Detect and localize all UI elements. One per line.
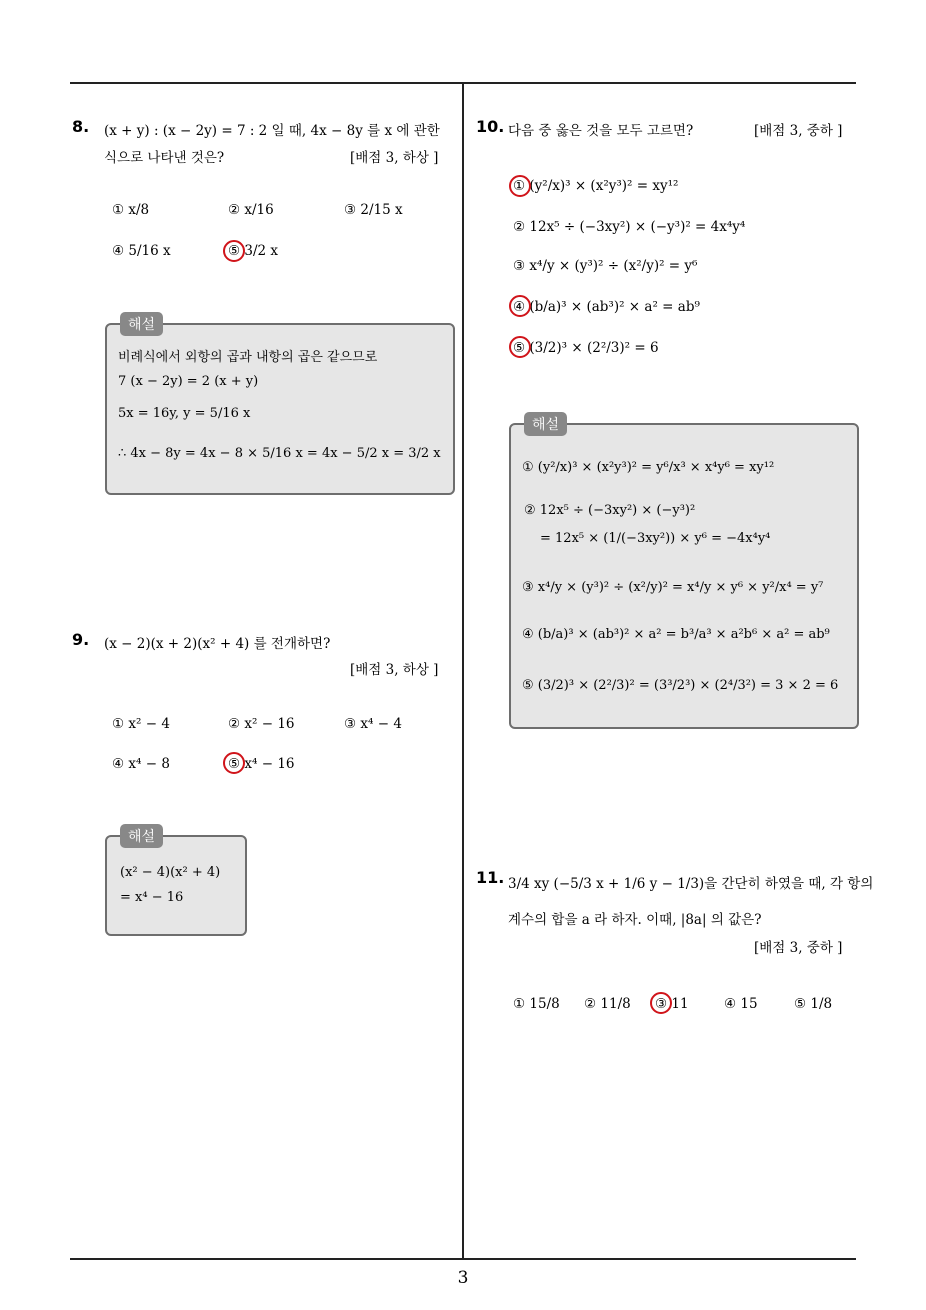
q10-number: 10. bbox=[476, 117, 505, 136]
q11-score: [배점 3, 중하 ] bbox=[754, 940, 843, 956]
q10-solution-line: = 12x⁵ × (1/(−3xy²)) × y⁶ = −4x⁴y⁴ bbox=[540, 531, 771, 546]
answer-mark-circle bbox=[223, 752, 245, 774]
q9-solution-line: (x² − 4)(x² + 4) bbox=[120, 865, 221, 880]
q8-solution-tag: 해설 bbox=[120, 312, 163, 336]
q10-solution-line: ⑤ (3/2)³ × (2²/3)² = (3³/2³) × (2⁴/3²) = 3 × 2 = 6 bbox=[522, 678, 839, 693]
q10-score: [배점 3, 중하 ] bbox=[754, 123, 843, 139]
q9-solution-line: = x⁴ − 16 bbox=[120, 890, 184, 905]
column-divider bbox=[462, 83, 464, 1259]
q10-solution-line: ① (y²/x)³ × (x²y³)² = y⁶/x³ × x⁴y⁶ = xy¹² bbox=[522, 460, 775, 475]
q8-option-1[interactable]: ① x/8 bbox=[112, 202, 150, 218]
answer-mark-circle bbox=[223, 240, 245, 262]
q10-option-2[interactable]: ② 12x⁵ ÷ (−3xy²) × (−y³)² = 4x⁴y⁴ bbox=[513, 219, 746, 235]
q11-line2: 계수의 합을 a 라 하자. 이때, |8a| 의 값은? bbox=[508, 912, 762, 928]
q8-line1: (x + y) : (x − 2y) = 7 : 2 일 때, 4x − 8y 를 x 에 관한 bbox=[104, 123, 440, 139]
q8-option-5[interactable]: ⑤ 3/2 x bbox=[228, 243, 279, 259]
q9-score: [배점 3, 하상 ] bbox=[350, 662, 439, 678]
q9-option-1[interactable]: ① x² − 4 bbox=[112, 716, 170, 732]
q8-option-2[interactable]: ② x/16 bbox=[228, 202, 274, 218]
q10-option-4[interactable]: ④ (b/a)³ × (ab³)² × a² = ab⁹ bbox=[513, 299, 700, 315]
q10-option-1[interactable]: ① (y²/x)³ × (x²y³)² = xy¹² bbox=[513, 178, 679, 194]
answer-mark-circle bbox=[650, 992, 672, 1014]
q8-solution-line: 7 (x − 2y) = 2 (x + y) bbox=[118, 374, 259, 389]
q8-score: [배점 3, 하상 ] bbox=[350, 150, 439, 166]
q10-line1: 다음 중 옳은 것을 모두 고르면? bbox=[508, 123, 694, 139]
q11-option-3[interactable]: ③ 11 bbox=[655, 996, 689, 1012]
q9-solution-tag: 해설 bbox=[120, 824, 163, 848]
q8-option-3[interactable]: ③ 2/15 x bbox=[344, 202, 403, 218]
q10-option-5[interactable]: ⑤ (3/2)³ × (2²/3)² = 6 bbox=[513, 340, 659, 356]
q9-number: 9. bbox=[72, 630, 90, 649]
q8-solution-line: 비례식에서 외항의 곱과 내항의 곱은 같으므로 bbox=[118, 350, 378, 365]
bottom-rule bbox=[70, 1258, 856, 1260]
answer-mark-circle bbox=[509, 336, 531, 358]
q8-solution-line: 5x = 16y, y = 5/16 x bbox=[118, 406, 251, 421]
q8-solution-line: ∴ 4x − 8y = 4x − 8 × 5/16 x = 4x − 5/2 x = 3/2 x bbox=[118, 446, 441, 461]
q9-option-2[interactable]: ② x² − 16 bbox=[228, 716, 295, 732]
q10-solution-line: ② 12x⁵ ÷ (−3xy²) × (−y³)² bbox=[524, 503, 696, 518]
q10-solution-line: ④ (b/a)³ × (ab³)² × a² = b³/a³ × a²b⁶ × a² = ab⁹ bbox=[522, 627, 830, 642]
q11-option-4[interactable]: ④ 15 bbox=[724, 996, 758, 1012]
answer-mark-circle bbox=[509, 295, 531, 317]
q9-option-5[interactable]: ⑤ x⁴ − 16 bbox=[228, 756, 295, 772]
q9-option-3[interactable]: ③ x⁴ − 4 bbox=[344, 716, 402, 732]
q8-option-4[interactable]: ④ 5/16 x bbox=[112, 243, 171, 259]
q10-solution-tag: 해설 bbox=[524, 412, 567, 436]
q8-line2: 식으로 나타낸 것은? bbox=[104, 150, 225, 166]
q11-option-2[interactable]: ② 11/8 bbox=[584, 996, 631, 1012]
q10-solution-line: ③ x⁴/y × (y³)² ÷ (x²/y)² = x⁴/y × y⁶ × y²/x⁴ = y⁷ bbox=[522, 580, 824, 595]
q8-number: 8. bbox=[72, 117, 90, 136]
q11-option-5[interactable]: ⑤ 1/8 bbox=[794, 996, 833, 1012]
q9-line1: (x − 2)(x + 2)(x² + 4) 를 전개하면? bbox=[104, 636, 331, 652]
q9-solution-box bbox=[105, 835, 247, 936]
q9-option-4[interactable]: ④ x⁴ − 8 bbox=[112, 756, 170, 772]
q11-option-1[interactable]: ① 15/8 bbox=[513, 996, 560, 1012]
q10-option-3[interactable]: ③ x⁴/y × (y³)² ÷ (x²/y)² = y⁶ bbox=[513, 258, 698, 274]
q11-number: 11. bbox=[476, 868, 505, 887]
page-number: 3 bbox=[457, 1268, 469, 1288]
q11-line1: 3/4 xy (−5/3 x + 1/6 y − 1/3)을 간단히 하였을 때, 각 항의 bbox=[508, 876, 874, 892]
answer-mark-circle bbox=[509, 175, 531, 197]
